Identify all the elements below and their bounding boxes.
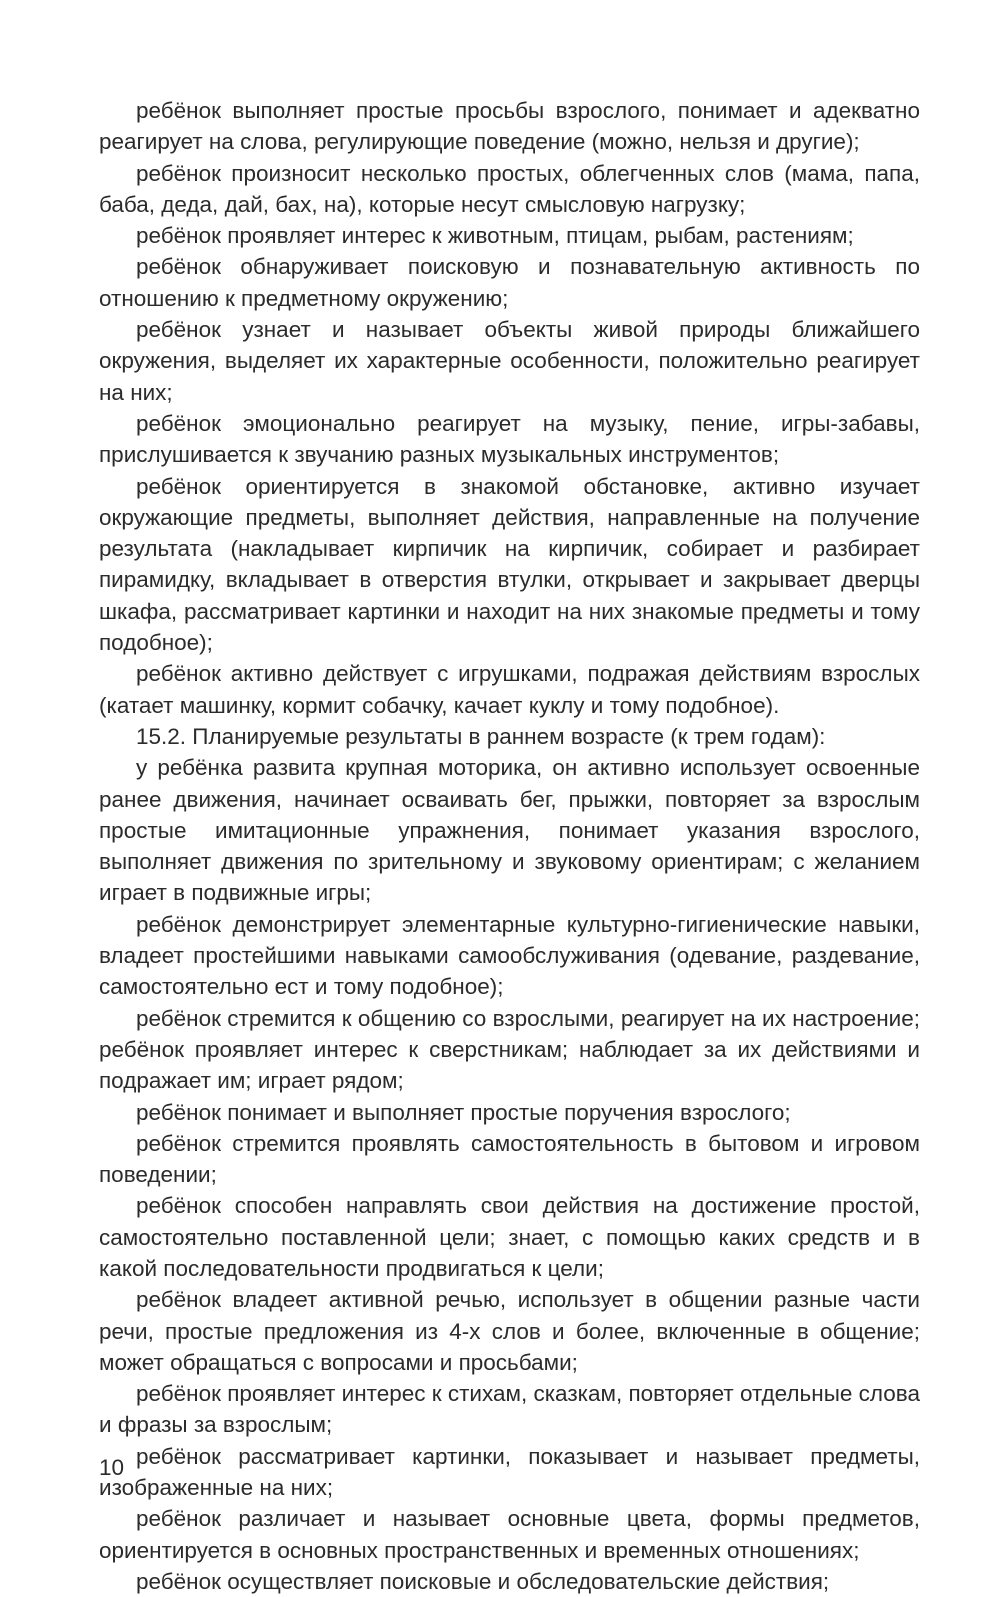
paragraph: ребёнок стремится проявлять самостоятельность в бытовом и игровом поведении; xyxy=(99,1130,920,1188)
paragraph: ребёнок понимает и выполняет простые поручения взрослого; xyxy=(136,1099,791,1125)
paragraph: ребёнок обнаруживает поисковую и познавательную активность по отношению к предметному окружению; xyxy=(99,254,920,311)
paragraph: у ребёнка развита крупная моторика, он активно использует освоенные ранее движения, начинает осваивать бег, прыжки, повторяет за взрослым простые имитационные упражнения, понимает указания взрослого, выполняет движения по зрительному и звуковому ориентирам; с желанием играет в подвижные игры; xyxy=(99,755,920,906)
paragraph: ребёнок стремится к общению со взрослыми, реагирует на их настроение; ребёнок проявляет интерес к сверстникам; наблюдает за их действиями и подражает им; играет рядом; xyxy=(99,1005,920,1094)
paragraph: ребёнок владеет активной речью, использует в общении разные части речи, простые предложения из 4-х слов и более, включенные в общение; может обращаться с вопросами и просьбами; xyxy=(99,1287,920,1375)
paragraph: ребёнок эмоционально реагирует на музыку, пение, игры-забавы, прислушивается к звучанию разных музыкальных инструментов; xyxy=(99,410,920,468)
section-heading: 15.2. Планируемые результаты в раннем возрасте (к трем годам): xyxy=(136,723,826,749)
page-number: 10 xyxy=(99,1455,125,1480)
paragraph: ребёнок демонстрирует элементарные культурно-гигиенические навыки, владеет простейшими навыками самообслуживания (одевание, раздевание, самостоятельно ест и тому подобное); xyxy=(99,911,920,1000)
paragraph: ребёнок узнает и называет объекты живой природы ближайшего окружения, выделяет их характерные особенности, положительно реагирует на них; xyxy=(99,317,920,405)
paragraph: ребёнок активно действует с игрушками, подражая действиям взрослых (катает машинку, кормит собачку, качает куклу и тому подобное). xyxy=(99,661,920,718)
paragraph: ребёнок произносит несколько простых, облегченных слов (мама, папа, баба, деда, дай, бах, на), которые несут смысловую нагрузку; xyxy=(99,160,920,217)
paragraph: ребёнок проявляет интерес к стихам, сказкам, повторяет отдельные слова и фразы за взрослым; xyxy=(99,1381,920,1438)
page-body xyxy=(99,95,920,1597)
paragraph: ребёнок различает и называет основные цвета, формы предметов, ориентируется в основных пространственных и временных отношениях; xyxy=(99,1506,920,1563)
paragraph: ребёнок рассматривает картинки, показывает и называет предметы, изображенные на них; xyxy=(99,1443,920,1501)
paragraph: ребёнок проявляет интерес к животным, птицам, рыбам, растениям; xyxy=(136,223,854,249)
paragraph: ребёнок способен направлять свои действия на достижение простой, самостоятельно поставленной цели; знает, с помощью каких средств и в какой последовательности продвигаться к цели; xyxy=(99,1193,920,1281)
paragraph: ребёнок ориентируется в знакомой обстановке, активно изучает окружающие предметы, выполняет действия, направленные на получение результата (накладывает кирпичик на кирпичик, собирает и разбирает пирамидку, вкладывает в отверстия втулки, открывает и закрывает дверцы шкафа, рассматривает картинки и находит на них знакомые предметы и тому подобное); xyxy=(99,473,920,656)
paragraph: ребёнок выполняет простые просьбы взрослого, понимает и адекватно реагирует на слова, регулирующие поведение (можно, нельзя и другие); xyxy=(99,98,920,155)
paragraph: ребёнок осуществляет поисковые и обследовательские действия; xyxy=(136,1568,830,1594)
